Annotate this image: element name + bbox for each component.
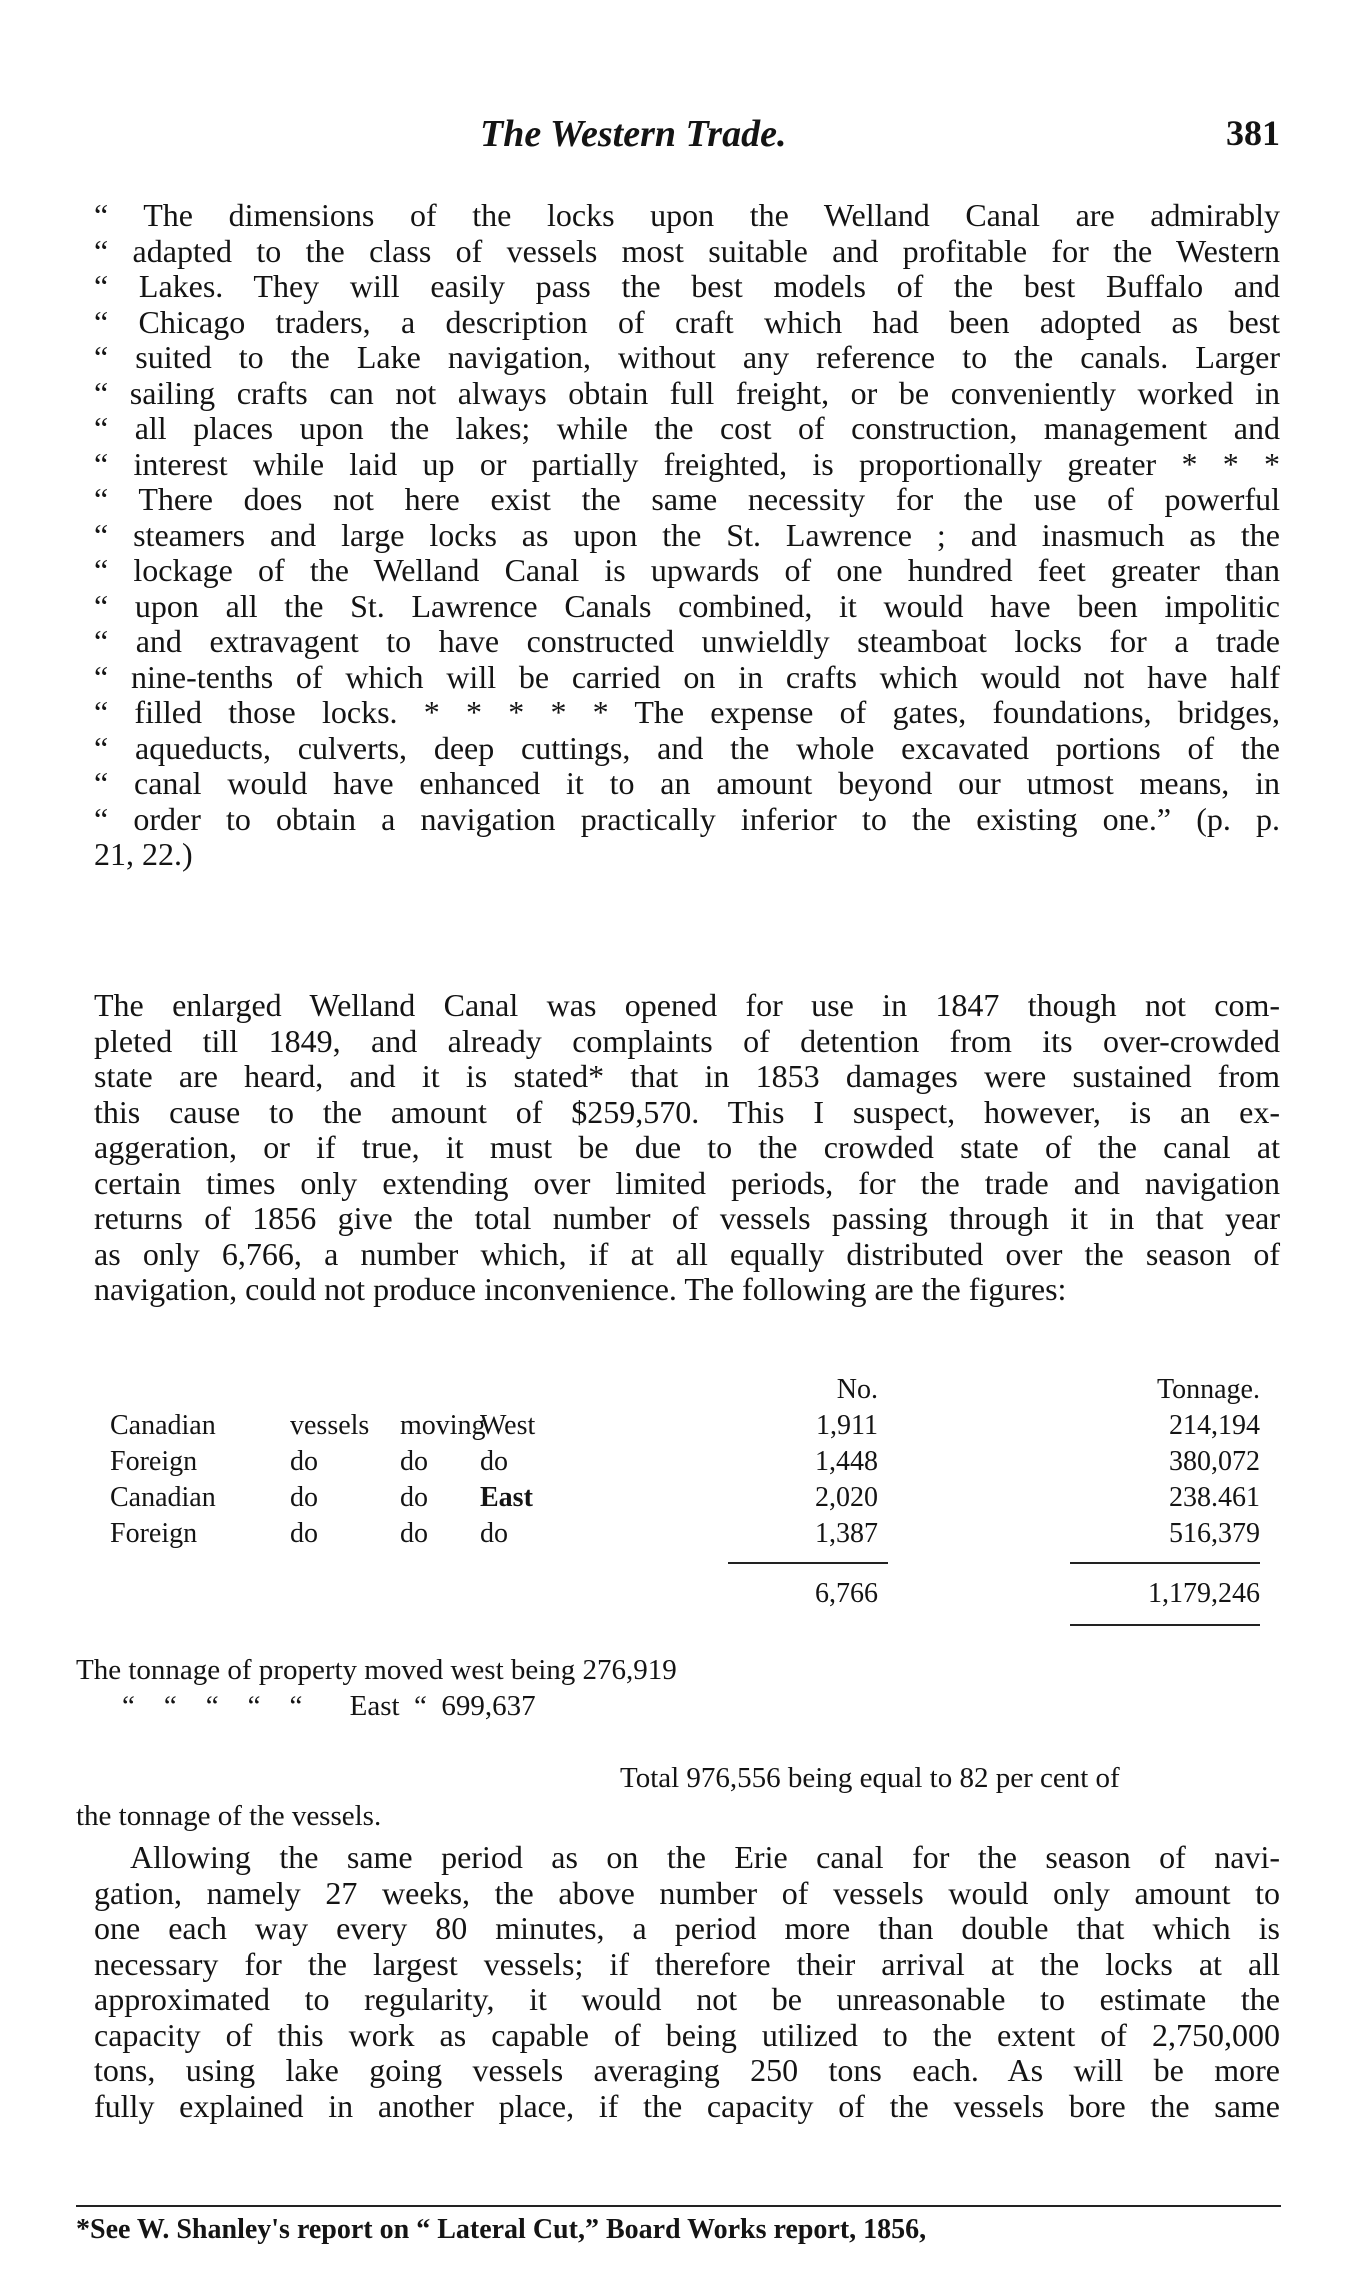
quote-line: “ sailing crafts can not always obtain full freight, or be conveniently worked in <box>94 374 1280 411</box>
paragraph-line: approximated to regularity, it would not be unreasonable to estimate the <box>94 1981 1280 2017</box>
cell-no: 1,448 <box>815 1446 878 1477</box>
cell-tonnage: 516,379 <box>1169 1518 1260 1549</box>
tonnage-moved-east <box>76 1690 536 1723</box>
cell-tonnage: 380,072 <box>1169 1446 1260 1477</box>
quote-line: “ steamers and large locks as upon the St. Lawrence ; and inasmuch as the <box>94 516 1280 553</box>
row-label: do <box>400 1482 428 1513</box>
paragraph-line: state are heard, and it is stated* that in 1853 damages were sustained from <box>94 1058 1280 1094</box>
quote-line: “ all places upon the lakes; while the cost of construction, management and <box>94 410 1280 446</box>
quote-line: “ canal would have enhanced it to an amount beyond our utmost means, in <box>94 765 1280 801</box>
row-label: do <box>400 1446 428 1477</box>
paragraph-line: returns of 1856 give the total number of vessels passing through it in that year <box>94 1200 1280 1236</box>
quote-line: “ order to obtain a navigation practically inferior to the existing one.” (p. p. <box>94 800 1280 837</box>
quote-line: “ aqueducts, culverts, deep cuttings, and the whole excavated portions of the <box>94 729 1280 766</box>
table-row <box>110 1518 1260 1554</box>
column-header-tonnage: Tonnage. <box>1156 1374 1260 1405</box>
quote-line: “ There does not here exist the same necessity for the use of powerful <box>94 481 1280 517</box>
row-label: Foreign <box>110 1518 198 1549</box>
paragraph-line: certain times only extending over limited periods, for the trade and navigation <box>94 1164 1280 1201</box>
paragraph-line: fully explained in another place, if the capacity of the vessels bore the same <box>94 2087 1280 2124</box>
quoted-passage <box>94 198 1280 873</box>
quote-line: “ adapted to the class of vessels most suitable and profitable for the Western <box>94 232 1280 269</box>
running-header <box>90 112 1280 172</box>
sum-rule-tonnage <box>1070 1562 1260 1564</box>
quote-line: “ Lakes. They will easily pass the best models of the best Buffalo and <box>94 268 1280 304</box>
row-label: do <box>400 1518 428 1549</box>
cell-no: 1,387 <box>815 1518 878 1549</box>
cell-tonnage: 214,194 <box>1169 1410 1260 1441</box>
paragraph-line: one each way every 80 minutes, a period more than double that which is <box>94 1910 1280 1946</box>
paragraph-line: gation, namely 27 weeks, the above number of vessels would only amount to <box>94 1874 1280 1911</box>
tonnage-moved-west: The tonnage of property moved west being 276,919 <box>76 1654 677 1686</box>
page-number: 381 <box>1226 113 1280 153</box>
paragraph-erie <box>94 1840 1280 2124</box>
east-label: East “ 699,637 <box>349 1690 536 1722</box>
quote-line: “ suited to the Lake navigation, without any reference to the canals. Larger <box>94 339 1280 375</box>
quote-line: “ nine-tenths of which will be carried on in crafts which would not have half <box>94 658 1280 695</box>
paragraph-line: as only 6,766, a number which, if at all equally distributed over the season of <box>94 1235 1280 1272</box>
table-row <box>110 1410 1260 1446</box>
total-no: 6,766 <box>815 1578 878 1609</box>
row-label: do <box>480 1518 508 1549</box>
quote-line: “ and extravagent to have constructed unwieldly steamboat locks for a trade <box>94 623 1280 659</box>
paragraph-line: capacity of this work as capable of being utilized to the extent of 2,750,000 <box>94 2016 1280 2053</box>
row-label: do <box>290 1518 318 1549</box>
paragraph-line: Allowing the same period as on the Erie canal for the season of navi- <box>130 1839 1280 1875</box>
row-label: Foreign <box>110 1446 198 1477</box>
table-row <box>110 1446 1260 1482</box>
paragraph-welland <box>94 988 1280 1308</box>
row-label: East <box>480 1482 533 1513</box>
cell-no: 1,911 <box>816 1410 878 1441</box>
total-underline <box>1070 1624 1260 1626</box>
cell-tonnage: 238.461 <box>1169 1482 1260 1513</box>
row-label: Canadian <box>110 1410 216 1441</box>
paragraph-line: navigation, could not produce inconvenience. The following are the figures: <box>94 1271 1067 1307</box>
row-label: vessels <box>290 1410 370 1441</box>
footnote-rule <box>76 2205 1281 2207</box>
column-header-no: No. <box>836 1374 878 1405</box>
quote-line: “ interest while laid up or partially freighted, is proportionally greater * * * <box>94 445 1280 482</box>
quote-line: “ filled those locks. * * * * * The expense of gates, foundations, bridges, <box>94 694 1280 730</box>
paragraph-line: tons, using lake going vessels averaging 250 tons each. As will be more <box>94 2052 1280 2088</box>
paragraph-line: pleted till 1849, and already complaints of detention from its over-crowded <box>94 1022 1280 1059</box>
total-tonnage-line: Total 976,556 being equal to 82 per cent of <box>620 1762 1120 1794</box>
total-tonnage-continuation: the tonnage of the vessels. <box>76 1800 382 1832</box>
sum-rule-no <box>728 1562 888 1564</box>
quote-line: 21, 22.) <box>94 836 193 872</box>
row-label: do <box>290 1446 318 1477</box>
total-row <box>110 1578 1260 1614</box>
paragraph-line: aggeration, or if true, it must be due to the crowded state of the canal at <box>94 1129 1280 1165</box>
running-title: The Western Trade. <box>480 113 787 155</box>
row-label: do <box>480 1446 508 1477</box>
quote-line: “ upon all the St. Lawrence Canals combined, it would have been impolitic <box>94 587 1280 624</box>
paragraph-line: necessary for the largest vessels; if therefore their arrival at the locks at all <box>94 1945 1280 1982</box>
quote-line: “ Chicago traders, a description of craft which had been adopted as best <box>94 303 1280 340</box>
quote-line: “ The dimensions of the locks upon the Welland Canal are admirably <box>94 197 1280 233</box>
footnote: *See W. Shanley's report on “ Lateral Cut,” Board Works report, 1856, <box>76 2214 927 2245</box>
ditto-marks: “ “ “ “ “ <box>122 1690 303 1722</box>
row-label: do <box>290 1482 318 1513</box>
row-label: moving <box>400 1410 486 1441</box>
table-row <box>110 1482 1260 1518</box>
cell-no: 2,020 <box>815 1482 878 1513</box>
row-label: West <box>480 1410 536 1441</box>
paragraph-line: this cause to the amount of $259,570. This I suspect, however, is an ex- <box>94 1093 1280 1130</box>
total-tonnage: 1,179,246 <box>1148 1578 1260 1609</box>
paragraph-line: The enlarged Welland Canal was opened for use in 1847 though not com- <box>94 987 1280 1023</box>
row-label: Canadian <box>110 1482 216 1513</box>
quote-line: “ lockage of the Welland Canal is upwards of one hundred feet greater than <box>94 552 1280 588</box>
